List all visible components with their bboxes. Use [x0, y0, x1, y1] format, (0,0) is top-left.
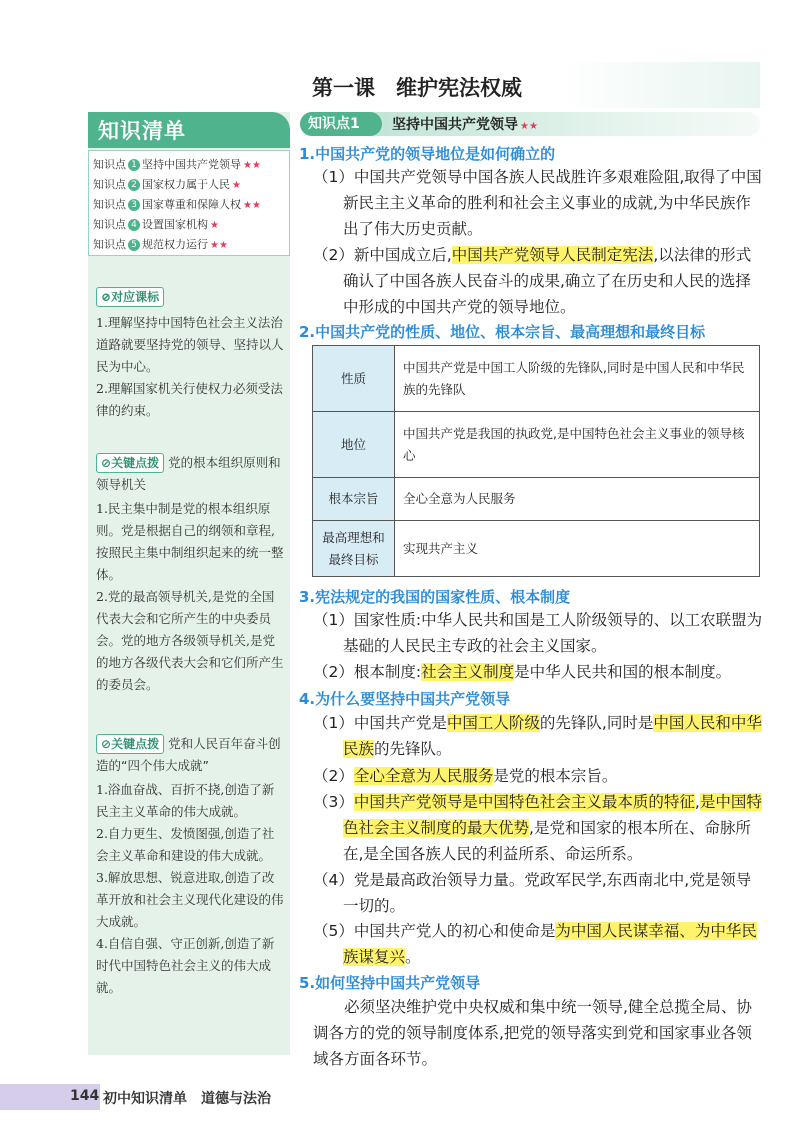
section-1-point-2: （2）新中国成立后,中国共产党领导人民制定宪法,以法律的形式确认了中国各族人民奋斗的成果,确立了在历史和人民的选择中形成的中国共产党的领导地位。 — [313, 246, 752, 316]
sidebar-header-title: 知识清单 — [98, 119, 186, 143]
table-label: 最高理想和最终目标 — [313, 521, 395, 577]
knowledge-point-badge: 知识点1 — [300, 112, 382, 136]
table-row — [313, 521, 760, 577]
party-info-table — [312, 345, 760, 577]
highlight: 全心全意为人民服务 — [353, 767, 494, 785]
table-label: 性质 — [313, 346, 395, 412]
page-number: 144 — [70, 1088, 100, 1104]
highlight: 中国工人阶级 — [446, 714, 540, 732]
link-icon: ⊘ — [101, 290, 112, 304]
key-point-block-1: ⊘关键点拨 党的根本组织原则和领导机关 1.民主集中制是党的根本组织原则。党是根据自己的纲领和章程,按照民主集中制组织起来的统一整体。 2.党的最高领导机关,是党的全国代表大会和它所产生的中央委员会。党的地方各级领导机关,是党的地方各级代表大会和它们所产生的委员会。 — [96, 455, 284, 692]
section-5-paragraph: 必须坚决维护党中央权威和集中统一领导,健全总揽全局、协调各方的党的领导制度体系,把党的领导落实到党和国家事业各领域各方面各环节。 — [313, 998, 752, 1068]
curriculum-block: ⊘对应课标 1.理解坚持中国特色社会主义法治道路就要坚持党的领导、坚持以人民为中心。 2.理解国家机关行使权力必须受法律的约束。 — [96, 286, 284, 422]
star-icon: ★★ — [210, 240, 228, 251]
number-badge: 4 — [128, 219, 140, 231]
section-4-point-4: （4）党是最高政治领导力量。党政军民学,东西南北中,党是领导一切的。 — [313, 871, 752, 915]
section-4-point-2: （2）全心全意为人民服务是党的根本宗旨。 — [313, 767, 618, 785]
table-row — [313, 346, 760, 412]
star-icon: ★ — [232, 180, 241, 191]
section-5-heading: 5.如何坚持中国共产党领导 — [299, 974, 481, 992]
highlight: 中国人民和中华民族 — [343, 714, 762, 758]
key-point-tag: ⊘关键点拨 — [96, 453, 164, 473]
title-decoration — [560, 62, 760, 108]
list-item[interactable]: 知识点 4 设置国家机构 ★ — [93, 218, 219, 231]
page-title: 第一课 维护宪法权威 — [312, 76, 522, 100]
section-1-heading: 1.中国共产党的领导地位是如何确立的 — [299, 145, 556, 163]
section-1-point-1: （1）中国共产党领导中国各族人民战胜许多艰难险阻,取得了中国新民主主义革命的胜利和社会主义事业的成就,为中华民族作出了伟大历史贡献。 — [313, 168, 762, 238]
curriculum-tag: ⊘对应课标 — [96, 287, 164, 307]
knowledge-list — [88, 150, 290, 256]
link-icon: ⊘ — [101, 456, 112, 470]
link-icon: ⊘ — [101, 737, 112, 751]
highlight: 社会主义制度 — [421, 663, 515, 681]
section-2-heading: 2.中国共产党的性质、地位、根本宗旨、最高理想和最终目标 — [299, 323, 706, 341]
section-4-point-5: （5）中国共产党人的初心和使命是为中国人民谋幸福、为中华民族谋复兴。 — [313, 922, 757, 966]
table-row — [313, 478, 760, 521]
section-4-heading: 4.为什么要坚持中国共产党领导 — [299, 690, 511, 708]
number-badge: 1 — [128, 159, 140, 171]
number-badge: 3 — [128, 199, 140, 211]
section-4-point-1: （1）中国共产党是中国工人阶级的先锋队,同时是中国人民和中华民族的先锋队。 — [313, 714, 762, 758]
book-title: 初中知识清单 道德与法治 — [103, 1091, 271, 1107]
key-point-tag: ⊘关键点拨 — [96, 734, 164, 754]
list-item[interactable]: 知识点 5 规范权力运行 ★★ — [93, 238, 228, 251]
list-item[interactable]: 知识点 1 坚持中国共产党领导 ★★ — [93, 158, 261, 171]
star-icon: ★★ — [243, 160, 261, 171]
star-icon: ★★ — [243, 200, 261, 211]
number-badge: 5 — [128, 239, 140, 251]
section-4-point-3: （3）中国共产党领导是中国特色社会主义最本质的特征,是中国特色社会主义制度的最大优势,是党和国家的根本所在、命脉所在,是全国各族人民的利益所系、命运所系。 — [313, 793, 762, 863]
section-3-point-2: （2）根本制度:社会主义制度是中华人民共和国的根本制度。 — [313, 663, 732, 681]
table-cell: 中国共产党是中国工人阶级的先锋队,同时是中国人民和中华民族的先锋队 — [395, 346, 760, 412]
number-badge: 2 — [128, 179, 140, 191]
star-icon: ★ — [210, 220, 219, 231]
knowledge-point-title: 坚持中国共产党领导 ★★ — [392, 117, 538, 133]
list-item[interactable]: 知识点 3 国家尊重和保障人权 ★★ — [93, 198, 261, 211]
table-cell: 中国共产党是我国的执政党,是中国特色社会主义事业的领导核心 — [395, 412, 760, 478]
table-cell: 全心全意为人民服务 — [395, 478, 760, 521]
table-cell: 实现共产主义 — [395, 521, 760, 577]
section-3-point-1: （1）国家性质:中华人民共和国是工人阶级领导的、以工农联盟为基础的人民民主专政的社会主义国家。 — [313, 611, 763, 655]
highlight: 为中国人民谋幸福、为中华民族谋复兴 — [343, 922, 757, 966]
star-icon: ★★ — [520, 121, 538, 132]
table-row — [313, 412, 760, 478]
key-point-block-2: ⊘关键点拨 党和人民百年奋斗创造的“四个伟大成就” 1.浴血奋战、百折不挠,创造了新民主主义革命的伟大成就。 2.自力更生、发愤图强,创造了社会主义革命和建设的伟大成就。 3.解放思想、锐意进取,创造了改革开放和社会主义现代化建设的伟大成就。 4.自信自强、守正创新,创造了新时代中国特色社会主义的伟大成就。 — [96, 736, 284, 995]
highlight: 是中国特色社会主义制度的最大优势 — [343, 793, 762, 837]
list-item[interactable]: 知识点 2 国家权力属于人民 ★ — [93, 178, 241, 191]
highlight: 中国共产党领导是中国特色社会主义最本质的特征 — [353, 793, 695, 811]
highlight: 中国共产党领导人民制定宪法 — [451, 246, 654, 264]
table-label: 地位 — [313, 412, 395, 478]
section-3-heading: 3.宪法规定的我国的国家性质、根本制度 — [299, 588, 571, 606]
table-label: 根本宗旨 — [313, 478, 395, 521]
